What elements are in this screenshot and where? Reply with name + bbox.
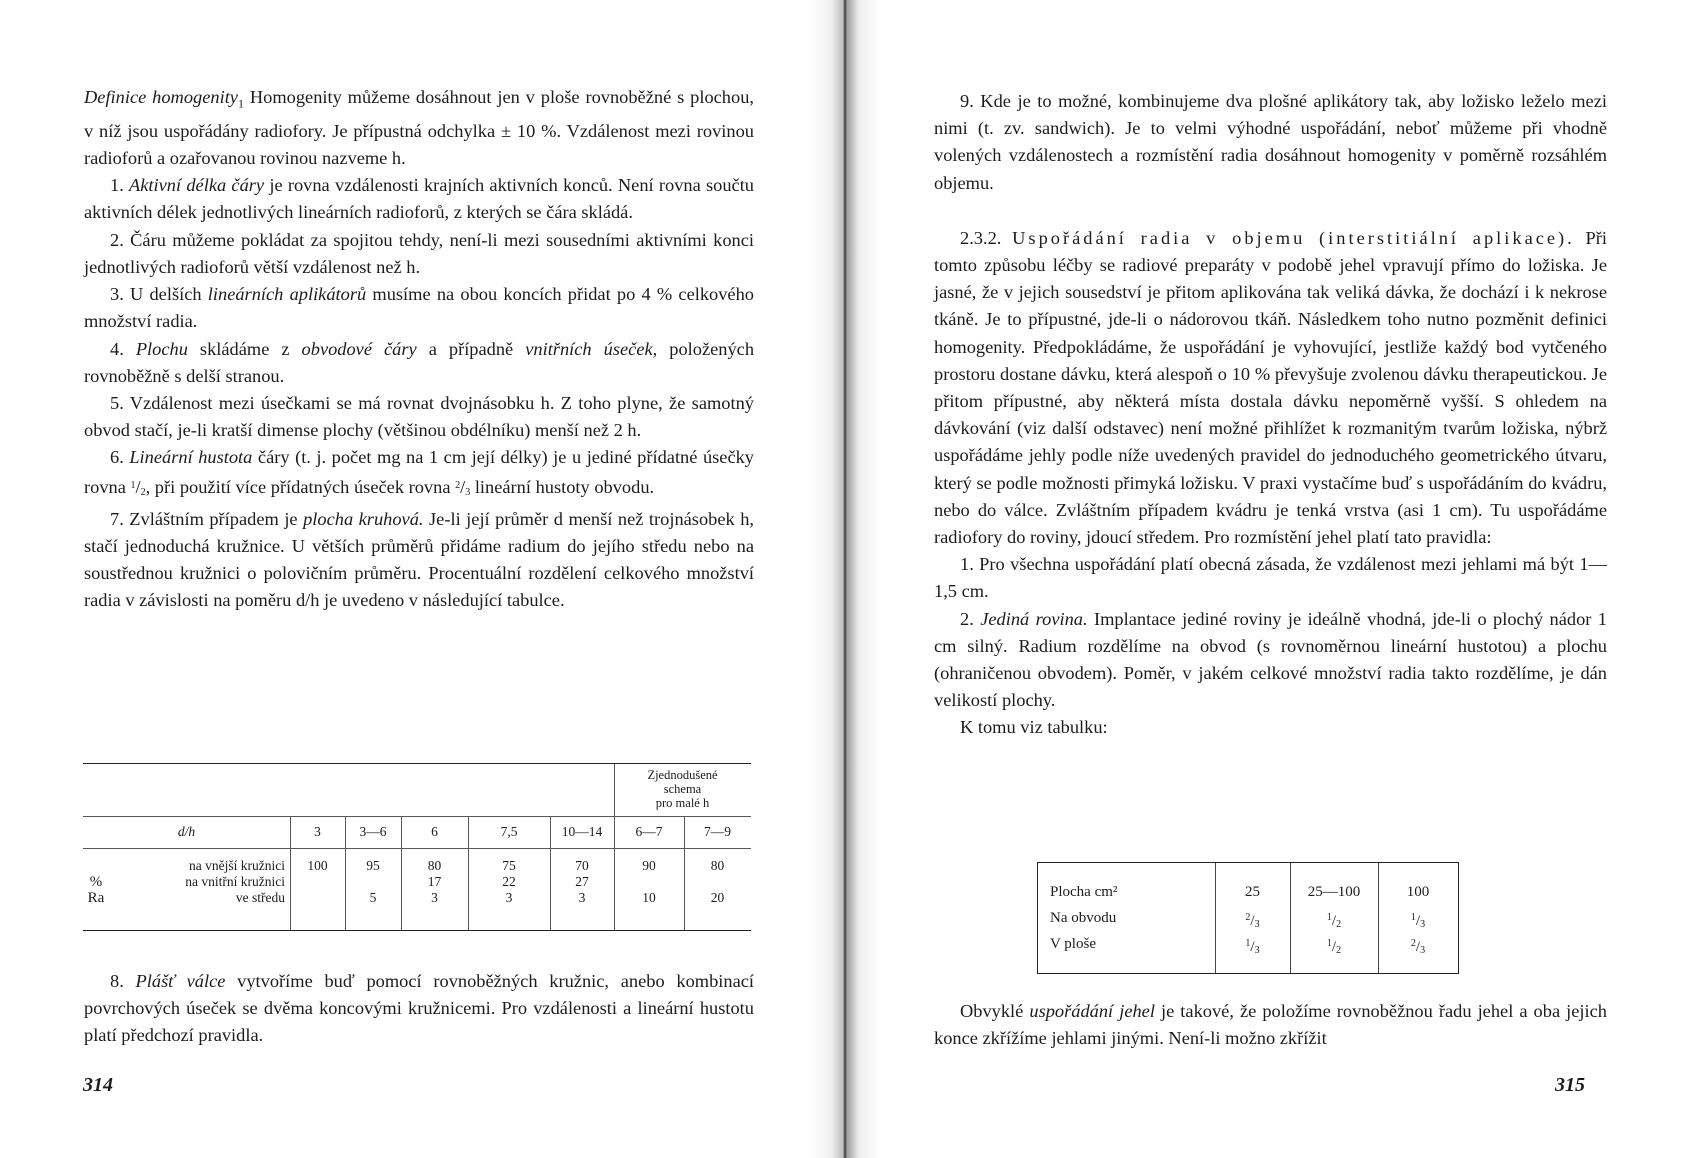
table-cell: $^2/_3$ [1410, 938, 1426, 956]
rule-2: 2. Čáru můžeme pokládat za spojitou tehdy, není-li mezi sousedními aktivními konci jednotlivých radioforů větší vzdálenost než h. [84, 229, 754, 277]
right-page-bottom [934, 998, 1607, 1052]
left-page-body [84, 84, 754, 615]
right-page-body [934, 88, 1607, 742]
page-number-right: 315 [1555, 1074, 1585, 1096]
column-header: 7,5 [500, 824, 518, 839]
table-cell: 3 [578, 890, 586, 905]
fraction-one-half: $^1/_2$ [130, 476, 146, 498]
table-cell: 22 [502, 874, 516, 889]
needle-rule-1: 1. Pro všechna uspořádání platí obecná zásada, že vzdálenost mezi jehlami má být 1—1,5 cm. [934, 554, 1607, 602]
column-header: 3—6 [359, 824, 387, 839]
table-cell: 70 [575, 858, 589, 873]
row-label-area: Plocha cm² [1050, 884, 1118, 900]
row-label-surface: V ploše [1050, 936, 1096, 952]
page-number-left: 314 [83, 1074, 113, 1096]
table-cell: 80 [427, 858, 442, 873]
needle-arrangement: Obvyklé uspořádání jehel je takové, že položíme rovnoběžnou řadu jehel a oba jejich konce zkřížíme jehlami jinými. Není-li možno zkřížit [934, 1001, 1607, 1049]
table-intro: K tomu viz tabulku: [960, 717, 1108, 738]
needle-rule-2: 2. Jediná rovina. Implantace jediné roviny je ideálně vhodná, jde-li o plochý nádor 1 cm silný. Radium rozdělíme na obvod (s rovnoměrnou lineární hustotou) a plochu (ohraničenou obvodem). Poměr, v jakém celkové množství radia takto rozdělíme, je dán velikostí plochy. [934, 608, 1608, 711]
left-page [0, 0, 810, 1158]
table-cell: 75 [502, 858, 516, 873]
table-cell: 100 [1406, 884, 1430, 900]
table-cell: 25 [1245, 884, 1260, 900]
table-cell: 20 [710, 890, 725, 905]
dh-header: d/h [177, 824, 196, 839]
section-title: Uspořádání radia v objemu (interstitiální aplikace). [1012, 227, 1575, 248]
book-spine-gutter [810, 0, 880, 1158]
table-cell: 10 [642, 890, 656, 905]
table-cell: $^1/_3$ [1245, 938, 1260, 956]
area-distribution-table [1037, 862, 1459, 974]
table-cell: 3 [505, 890, 513, 905]
column-header: 7—9 [704, 824, 731, 839]
column-header: 6—7 [635, 824, 663, 839]
table-cell: $^1/_2$ [1326, 938, 1342, 956]
row-label-center: ve středu [235, 890, 285, 905]
section-2-3-2: 2.3.2. Uspořádání radia v objemu (interstitiální aplikace). Při tomto způsobu léčby se radiové preparáty v podobě jehel vpravují přímo do ložiska. Je jasné, že v jejich sousedství je přitom aplikována tak veliká dávka, že dochází i k nekrose tkáně. Je to přípustné, jde-li o nádorovou tkáň. Následkem toho nutno pozměnit definici homogenity. Předpokládáme, že uspořádání je vyhovující, jestliže každý bod vytčeného prostoru dostane dávku, která alespoň o 10 % převyšuje zvolenou dávku therapeutickou. Je přitom přípustné, aby některá místa dostala dávku nepoměrně vyšší. S ohledem na dávkování (viz další odstavec) není možné přihlížet k rozmanitým tvarům ložiska, nýbrž uspořádáme jehly podle níže uvedených pravidel do jednoduchého geometrického útvaru, který se podle možnosti přimyká ložisku. V praxi vystačíme buď s uspořádáním do kvádru, nebo do válce. Zvláštním případem kvádru je tenká vrstva (asi 1 cm). Tu uspořádáme radiofory do roviny, jdoucí středem. Pro rozmístění jehel platí tato pravidla: [934, 227, 1607, 548]
table-cell: 17 [427, 874, 442, 889]
column-header: 10—14 [561, 824, 603, 839]
table-cell: 5 [369, 890, 377, 905]
table-rule [83, 848, 751, 849]
rule-9: 9. Kde je to možné, kombinujeme dva plošné aplikátory tak, aby ložisko leželo mezi nimi (t. zv. sandwich). Je to velmi výhodné uspořádání, neboť můžeme při vhodně volených vzdálenostech a rozmístění radia dosáhnout homogenity v poměrně rozsáhlém objemu. [934, 91, 1607, 193]
homogeneity-definition: Definice homogenity$_1$ Homogenity můžeme dosáhnout jen v ploše rovnoběžné s plochou, v níž jsou uspořádány radiofory. Je přípustná odchylka ± 10 %. Vzdálenost mezi rovinou radioforů a ozařovanou rovinou nazveme h. [84, 87, 754, 169]
column-header: 3 [314, 824, 321, 839]
rule-1: 1. Aktivní délka čáry je rovna vzdálenosti krajních aktivních konců. Není rovna součtu aktivních délek jednotlivých lineárních radioforů, z kterých se čára skládá. [84, 175, 754, 223]
fraction-two-thirds: $^2/_3$ [455, 476, 471, 498]
table-cell: 25—100 [1307, 884, 1361, 900]
table-cell: $^1/_3$ [1410, 912, 1426, 930]
table-cell: 80 [710, 858, 725, 873]
table-rule [83, 816, 751, 817]
column-header: 6 [431, 824, 438, 839]
table-cell: 90 [642, 858, 656, 873]
table-cell: $^2/_3$ [1245, 912, 1260, 930]
rule-7: 7. Zvláštním případem je plocha kruhová. Je-li její průměr d menší než trojnásobek h, stačí jednoduchá kružnice. U větších průměrů přidáme radium do jejího středu nebo na soustřednou kružnici o polovičním průměru. Procentuální rozdělení celkového množství radia v závislosti na poměru d/h je uvedeno v následující tabulce. [84, 508, 754, 611]
simplified-schema-header: Zjednodušené schema pro malé h [647, 768, 718, 810]
table-cell: $^1/_2$ [1326, 912, 1342, 930]
table-cell: 95 [366, 858, 380, 873]
rule-5: 5. Vzdálenost mezi úsečkami se má rovnat dvojnásobku h. Z toho plyne, že samotný obvod stačí, je-li kratší dimense plochy (většinou obdélníku) menší než 2 h. [84, 392, 754, 441]
rule-6: 6. Lineární hustota čáry (t. j. počet mg na 1 cm její délky) je u jediné přídatné úsečky rovna $^1/_2$, při použití více přídatných úseček rovna $^2/_3$ lineární hustoty obvodu. [84, 447, 755, 498]
rule-3: 3. U delších lineárních aplikátorů musíme na obou koncích přidat po 4 % celkového množství radia. [84, 284, 754, 332]
row-label-inner: na vnitřní kružnici [185, 874, 285, 889]
distribution-table [83, 763, 751, 931]
row-label-perimeter: Na obvodu [1050, 910, 1117, 926]
percent-ra-label: % Ra [87, 874, 105, 906]
table-cell: 100 [307, 858, 328, 873]
row-label-outer: na vnější kružnici [189, 858, 285, 873]
rule-8: 8. Plášť válce vytvoříme buď pomocí rovnoběžných kružnic, anebo kombinací povrchových úseček se dvěma koncovými kružnicemi. Pro vzdálenosti a lineární hustotu platí předchozí pravidla. [84, 971, 755, 1046]
left-page-bottom [84, 968, 754, 1050]
right-page [880, 0, 1695, 1158]
table-cell: 27 [575, 874, 589, 889]
rule-4: 4. Plochu skládáme z obvodové čáry a případně vnitřních úseček, položených rovnoběžně s delší stranou. [84, 338, 755, 386]
table-cell: 3 [431, 890, 438, 905]
